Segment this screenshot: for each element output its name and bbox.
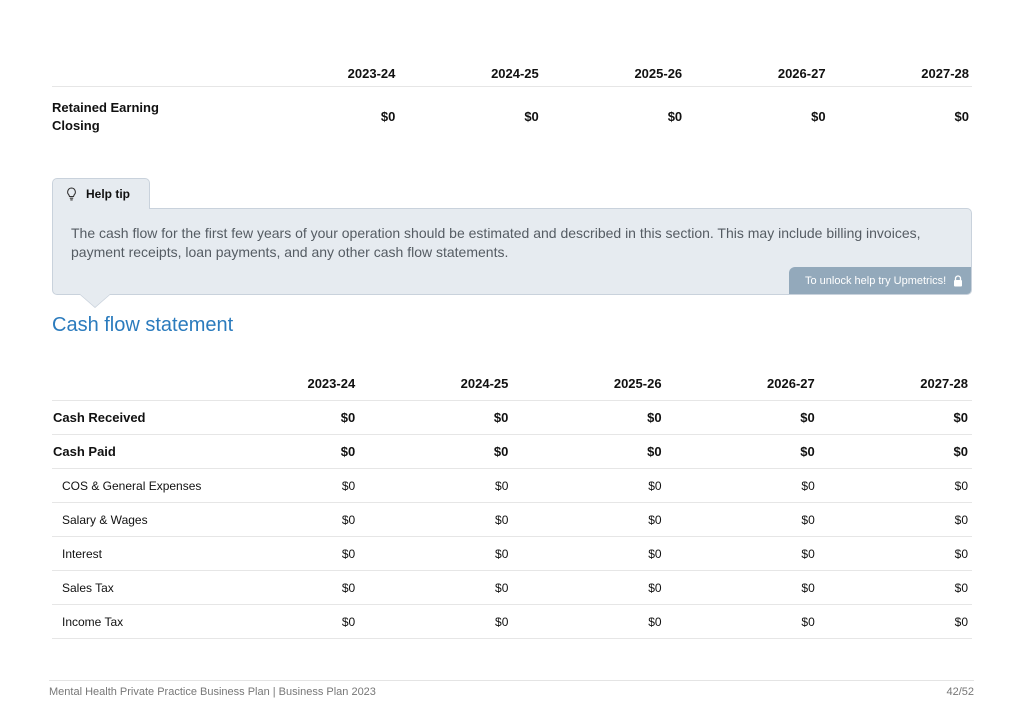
- table-row: [52, 87, 972, 140]
- unlock-help-label: To unlock help try Upmetrics!: [805, 274, 947, 287]
- section-title: Cash flow statement: [52, 314, 234, 336]
- retained-earnings-table: [52, 60, 972, 139]
- footer-document-title: Mental Health Private Practice Business Plan | Business Plan 2023: [49, 686, 376, 698]
- cell-value: $0: [359, 503, 512, 537]
- unlock-help-button[interactable]: [789, 267, 971, 294]
- cell-value: $0: [819, 571, 972, 605]
- header-year: 2024-25: [359, 366, 512, 401]
- cell-value: $0: [512, 571, 665, 605]
- row-label-line2: Closing: [52, 118, 100, 133]
- row-label: [52, 87, 255, 140]
- footer-divider: [49, 680, 974, 681]
- cell-value: $0: [206, 503, 359, 537]
- table-row: [52, 469, 972, 503]
- cell-value: $0: [359, 469, 512, 503]
- lightbulb-icon: [66, 187, 77, 201]
- cell-value: $0: [512, 503, 665, 537]
- table-row: [52, 503, 972, 537]
- cash-flow-header-row: [52, 366, 972, 401]
- table-row: [52, 435, 972, 469]
- table-row: [52, 605, 972, 639]
- cell-value: $0: [512, 605, 665, 639]
- header-year: 2027-28: [829, 60, 972, 87]
- cell-value: $0: [512, 435, 665, 469]
- cell-value: $0: [819, 435, 972, 469]
- cell-value: $0: [819, 469, 972, 503]
- row-label: Salary & Wages: [52, 503, 206, 537]
- table-row: [52, 537, 972, 571]
- cell-value: $0: [666, 469, 819, 503]
- header-blank: [52, 366, 206, 401]
- cell-value: $0: [954, 109, 969, 124]
- cell-value: $0: [359, 435, 512, 469]
- header-blank: [52, 60, 255, 87]
- cell-value: $0: [206, 605, 359, 639]
- cell-value: $0: [206, 469, 359, 503]
- header-year: 2027-28: [819, 366, 972, 401]
- cell-value: $0: [206, 401, 359, 435]
- cell-value: $0: [666, 503, 819, 537]
- header-year: 2024-25: [398, 60, 541, 87]
- cell-value: $0: [512, 537, 665, 571]
- cell-value: $0: [811, 109, 826, 124]
- row-label: Sales Tax: [52, 571, 206, 605]
- cell-value: $0: [206, 435, 359, 469]
- cell-value: $0: [206, 537, 359, 571]
- cell-value: $0: [819, 503, 972, 537]
- row-label: Interest: [52, 537, 206, 571]
- row-label: Cash Paid: [52, 435, 206, 469]
- cell-value: $0: [359, 537, 512, 571]
- cell-value: $0: [666, 537, 819, 571]
- row-label: Income Tax: [52, 605, 206, 639]
- cell-value: $0: [359, 401, 512, 435]
- row-label: Cash Received: [52, 401, 206, 435]
- help-tip-text: The cash flow for the first few years of your operation should be estimated and described in this section. This may include billing invoices, payment receipts, loan payments, and any other cash flow statements.: [71, 225, 921, 260]
- help-tip-label: Help tip: [86, 187, 130, 201]
- header-year: 2026-27: [666, 366, 819, 401]
- cell-value: $0: [819, 401, 972, 435]
- cell-value: $0: [667, 109, 683, 124]
- header-year: 2023-24: [255, 60, 398, 87]
- header-year: 2026-27: [685, 60, 828, 87]
- help-tip-tab: [52, 178, 150, 209]
- row-label-line1: Retained Earning: [52, 100, 159, 115]
- cell-value: $0: [666, 605, 819, 639]
- cell-value: $0: [359, 571, 512, 605]
- cell-value: $0: [819, 605, 972, 639]
- cell-value: $0: [666, 401, 819, 435]
- cell-value: $0: [380, 109, 396, 124]
- header-year: 2023-24: [206, 366, 359, 401]
- help-tip-pointer: [80, 294, 110, 307]
- cell-value: $0: [512, 401, 665, 435]
- table-row: [52, 571, 972, 605]
- table-row: [52, 401, 972, 435]
- page-number: 42/52: [946, 686, 974, 698]
- header-year: 2025-26: [512, 366, 665, 401]
- cash-flow-table: [52, 366, 972, 639]
- help-tip-box: [52, 208, 972, 295]
- cell-value: $0: [359, 605, 512, 639]
- cell-value: $0: [206, 571, 359, 605]
- retained-header-row: [52, 60, 972, 87]
- cell-value: $0: [524, 109, 539, 124]
- cell-value: $0: [819, 537, 972, 571]
- header-year: 2025-26: [542, 60, 685, 87]
- cell-value: $0: [666, 435, 819, 469]
- row-label: COS & General Expenses: [52, 469, 206, 503]
- cell-value: $0: [512, 469, 665, 503]
- cell-value: $0: [666, 571, 819, 605]
- lock-icon: [953, 275, 963, 287]
